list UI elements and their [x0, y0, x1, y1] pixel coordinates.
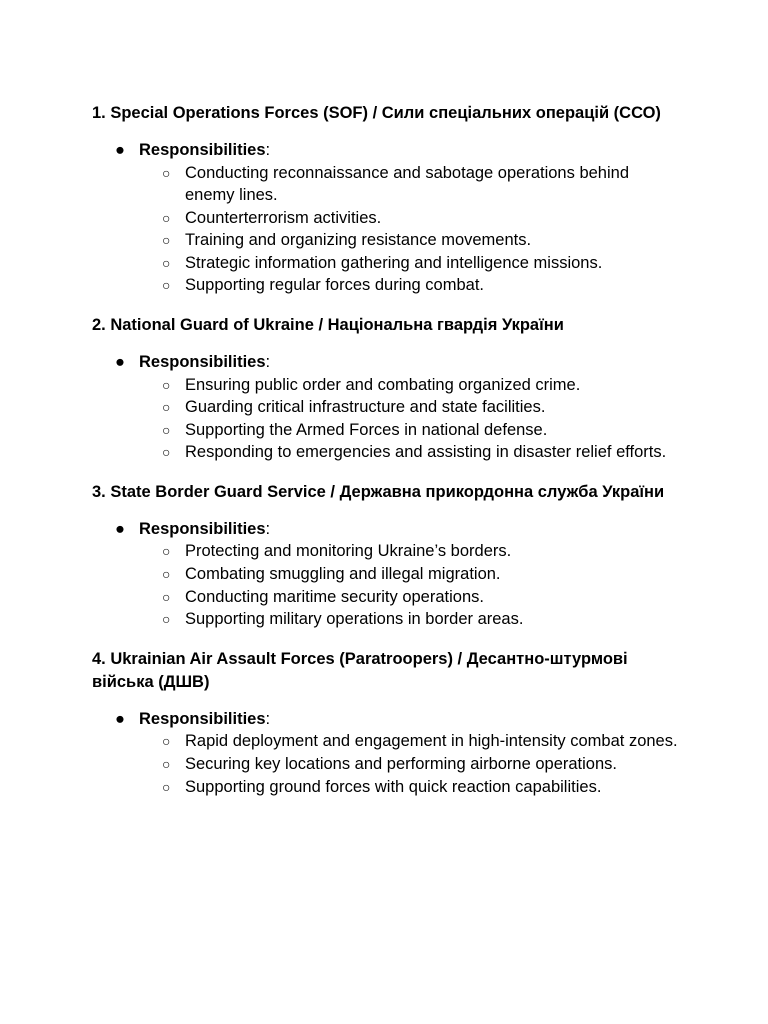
list-item [162, 229, 682, 252]
colon: : [265, 141, 271, 159]
circle-bullet-icon: ○ [162, 232, 171, 249]
section-title-sof: 1. Special Operations Forces (SOF) / Сили спеціальних операцій (ССО) [92, 104, 661, 122]
bullet-icon: ● [115, 709, 125, 728]
list-item [162, 274, 682, 297]
circle-bullet-icon: ○ [162, 566, 171, 583]
colon: : [265, 353, 271, 372]
bullet-icon: ● [115, 353, 125, 372]
circle-bullet-icon: ○ [162, 277, 171, 294]
section-title-air-assault: 4. Ukrainian Air Assault Forces (Paratroopers) / Десантно-штурмові війська (ДШВ) [92, 649, 628, 691]
list-item [162, 730, 682, 753]
responsibilities-label: Responsibilities [139, 353, 266, 372]
circle-bullet-icon: ○ [162, 209, 171, 226]
circle-bullet-icon: ○ [162, 778, 171, 795]
responsibilities-label: Responsibilities [139, 709, 266, 728]
list-item-text: Training and organizing resistance movements. [185, 231, 532, 250]
list-item-text: Ensuring public order and combating organized crime. [185, 375, 581, 394]
list-item-text: Protecting and monitoring Ukraine’s borders. [185, 542, 512, 561]
list-item-text: Conducting reconnaissance and sabotage operations behind enemy lines. [185, 163, 629, 205]
list-item-text: Responding to emergencies and assisting in disaster relief efforts. [185, 443, 667, 462]
list-item [162, 207, 682, 230]
list-item [162, 374, 682, 397]
responsibilities-heading [92, 708, 682, 731]
list-item [162, 419, 682, 442]
circle-bullet-icon: ○ [162, 254, 171, 271]
list-item-text: Rapid deployment and engagement in high-intensity combat zones. [185, 732, 678, 751]
responsibilities-list [92, 162, 682, 298]
responsibilities-list [92, 540, 682, 630]
list-item [162, 540, 682, 563]
list-item [162, 753, 682, 776]
responsibilities-heading [92, 518, 682, 541]
circle-bullet-icon: ○ [162, 588, 171, 605]
responsibilities-list [92, 730, 682, 798]
circle-bullet-icon: ○ [162, 164, 171, 181]
bullet-icon: ● [115, 141, 125, 159]
responsibilities-label: Responsibilities [139, 519, 266, 538]
list-item-text: Guarding critical infrastructure and state facilities. [185, 398, 546, 417]
list-item [162, 608, 682, 631]
circle-bullet-icon: ○ [162, 543, 171, 560]
list-item [162, 252, 682, 275]
responsibilities-label: Responsibilities [139, 141, 266, 159]
circle-bullet-icon: ○ [162, 376, 171, 393]
list-item [162, 441, 682, 464]
list-item-text: Combating smuggling and illegal migration. [185, 565, 501, 584]
bullet-icon: ● [115, 519, 125, 538]
list-item-text: Conducting maritime security operations. [185, 587, 484, 606]
responsibilities-heading [92, 351, 682, 374]
list-item-text: Strategic information gathering and intelligence missions. [185, 253, 603, 272]
list-item [162, 162, 682, 207]
colon: : [265, 519, 271, 538]
circle-bullet-icon: ○ [162, 421, 171, 438]
section-title-national-guard: 2. National Guard of Ukraine / Національна гвардія України [92, 316, 564, 335]
list-item [162, 563, 682, 586]
list-item-text: Supporting ground forces with quick reaction capabilities. [185, 777, 602, 796]
section-title-border-guard: 3. State Border Guard Service / Державна прикордонна служба України [92, 482, 665, 501]
circle-bullet-icon: ○ [162, 399, 171, 416]
list-item [162, 586, 682, 609]
circle-bullet-icon: ○ [162, 733, 171, 750]
responsibilities-heading [92, 139, 682, 162]
list-item-text: Securing key locations and performing airborne operations. [185, 754, 617, 773]
colon: : [265, 709, 271, 728]
circle-bullet-icon: ○ [162, 755, 171, 772]
circle-bullet-icon: ○ [162, 444, 171, 461]
list-item-text: Counterterrorism activities. [185, 208, 382, 227]
list-item [162, 776, 682, 799]
list-item [162, 396, 682, 419]
list-item-text: Supporting military operations in border areas. [185, 610, 524, 629]
document-body [92, 102, 682, 798]
circle-bullet-icon: ○ [162, 611, 171, 628]
responsibilities-list [92, 374, 682, 464]
list-item-text: Supporting regular forces during combat. [185, 276, 484, 295]
list-item-text: Supporting the Armed Forces in national defense. [185, 420, 548, 439]
